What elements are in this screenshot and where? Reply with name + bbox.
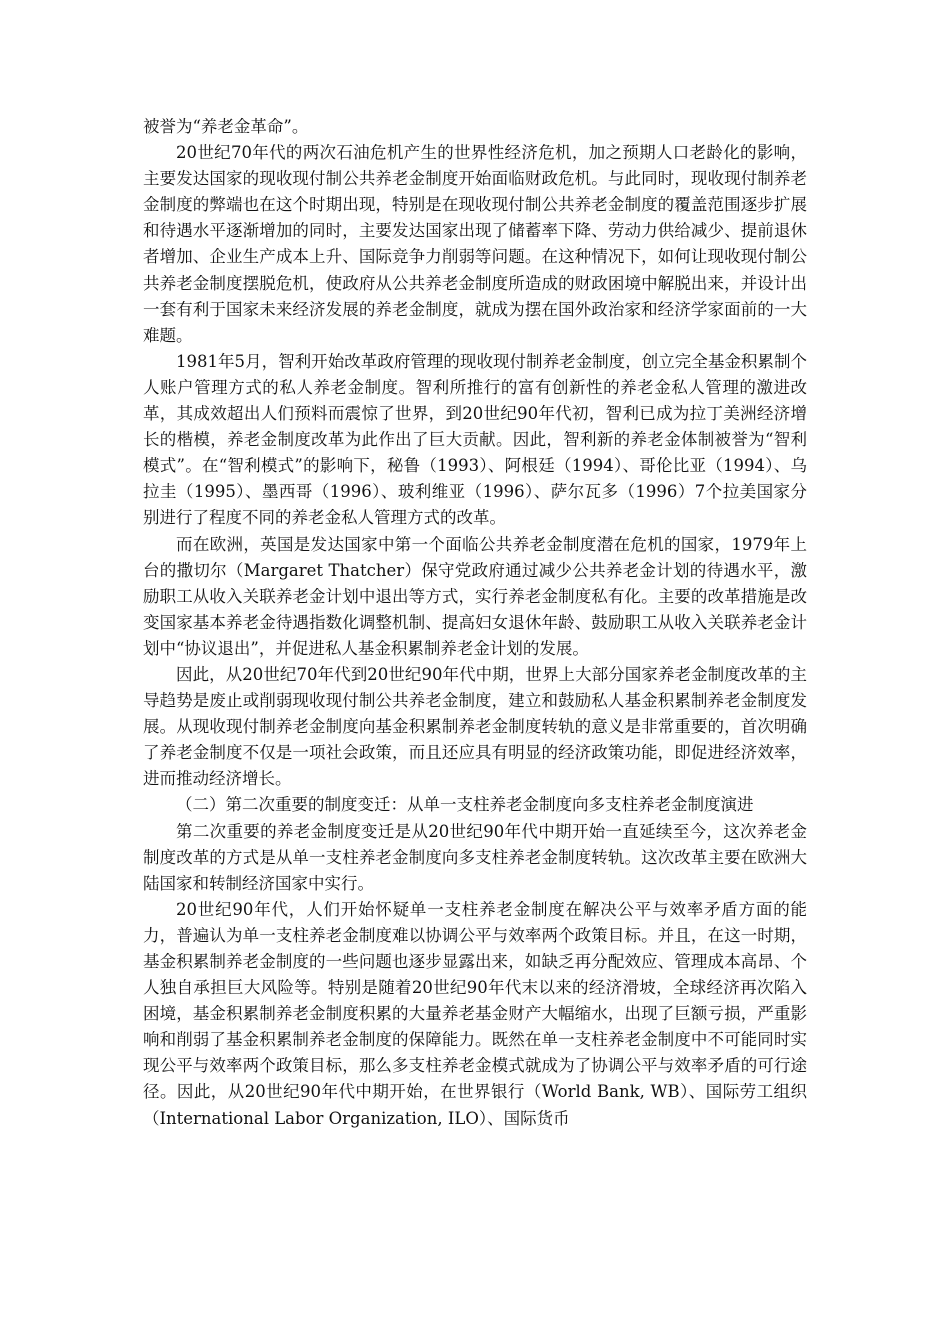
paragraph-second-change: 第二次重要的养老金制度变迁是从20世纪90年代中期开始一直延续至今，这次养老金制度改革的方式是从单一支柱养老金制度向多支柱养老金制度转轨。这次改革主要在欧洲大陆国家和转制经济国家中实行。 [143,821,807,893]
paragraph-1990s: 20世纪90年代，人们开始怀疑单一支柱养老金制度在解决公平与效率矛盾方面的能力，普遍认为单一支柱养老金制度难以协调公平与效率两个政策目标。并且，在这一时期，基金积累制养老金制度的一些问题也逐步显露出来，如缺乏再分配效应、管理成本高昂、个人独自承担巨大风险等。特别是随着20世纪90年代末以来的经济滑坡，全球经济再次陷入困境，基金积累制养老金制度积累的大量养老基金财产大幅缩水，出现了巨额亏损，严重影响和削弱了基金积累制养老金制度的保障能力。既然在单一支柱养老金制度中不可能同时实现公平与效率两个政策目标，那么多支柱养老金模式就成为了协调公平与效率矛盾的可行途径。因此，从20世纪90年代中期开始，在世界银行（World Bank, WB）、国际劳工组织（International Labor Organization, ILO）、国际货币 [143,899,807,1128]
paragraph-oil-crisis: 20世纪70年代的两次石油危机产生的世界性经济危机，加之预期人口老龄化的影响，主要发达国家的现收现付制公共养老金制度开始面临财政危机。与此同时，现收现付制养老金制度的弊端也在这个时期出现，特别是在现收现付制公共养老金制度的覆盖范围逐步扩展和待遇水平逐渐增加的同时，主要发达国家出现了储蓄率下降、劳动力供给减少、提前退休者增加、企业生产成本上升、国际竞争力削弱等问题。在这种情况下，如何让现收现付制公共养老金制度摆脱危机，使政府从公共养老金制度所造成的财政困境中解脱出来，并设计出一套有利于国家未来经济发展的养老金制度，就成为摆在国外政治家和经济学家面前的一大难题。 [143,143,807,345]
paragraph-chile-reform: 1981年5月，智利开始改革政府管理的现收现付制养老金制度，创立完全基金积累制个人账户管理方式的私人养老金制度。智利所推行的富有创新性的养老金私人管理的激进改革，其成效超出人们预料而震惊了世界，到20世纪90年代初，智利已成为拉丁美洲经济增长的楷模，养老金制度改革为此作出了巨大贡献。因此，智利新的养老金体制被誉为“智利模式”。在“智利模式”的影响下，秘鲁（1993）、阿根廷（1994）、哥伦比亚（1994）、乌拉圭（1995）、墨西哥（1996）、玻利维亚（1996）、萨尔瓦多（1996）7个拉美国家分别进行了程度不同的养老金私人管理方式的改革。 [143,351,807,528]
paragraph-uk-reform: 而在欧洲，英国是发达国家中第一个面临公共养老金制度潜在危机的国家，1979年上台的撒切尔（Margaret Thatcher）保守党政府通过减少公共养老金计划的待遇水平，激励职工从收入关联养老金计划中退出等方式，实行养老金制度私有化。主要的改革措施是改变国家基本养老金待遇指数化调整机制、提高妇女退休年龄、鼓励职工从收入关联养老金计划中“协议退出”，并促进私人基金积累制养老金计划的发展。 [143,534,807,658]
document-body [143,114,807,1132]
paragraph-trend-summary: 因此，从20世纪70年代到20世纪90年代中期，世界上大部分国家养老金制度改革的主导趋势是废止或削弱现收现付制公共养老金制度，建立和鼓励私人基金积累制养老金制度发展。从现收现付制养老金制度向基金积累制养老金制度转轨的意义是非常重要的，首次明确了养老金制度不仅是一项社会政策，而且还应具有明显的经济政策功能，即促进经济效率，进而推动经济增长。 [143,664,807,789]
section-heading: （二）第二次重要的制度变迁：从单一支柱养老金制度向多支柱养老金制度演进 [176,795,754,815]
paragraph-continuation: 被誉为“养老金革命”。 [143,117,309,136]
